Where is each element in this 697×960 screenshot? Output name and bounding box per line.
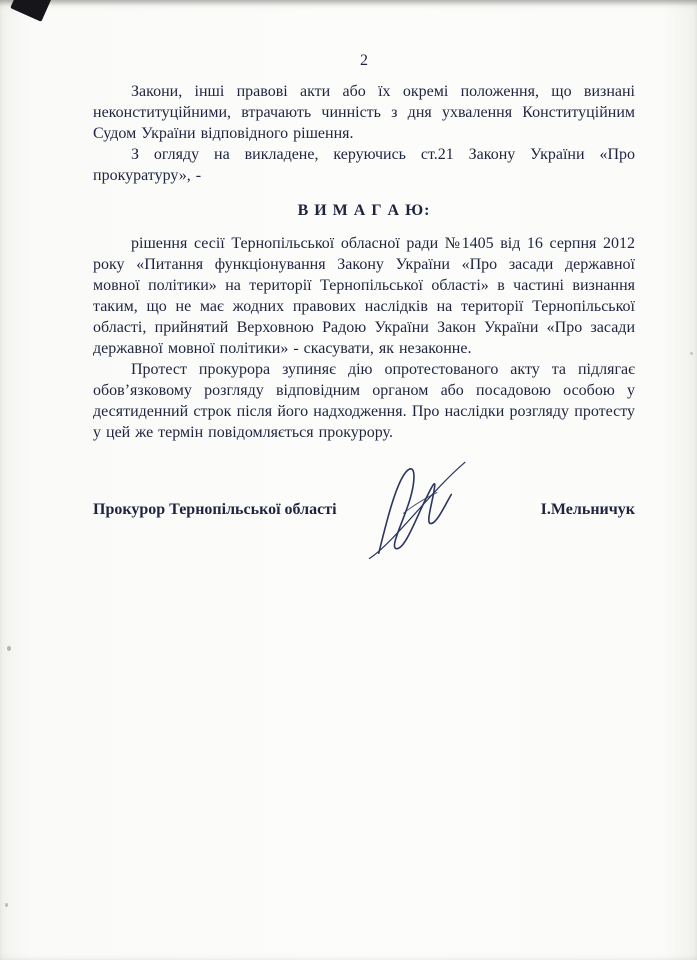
signature-block	[93, 475, 635, 585]
signer-name: І.Мельничук	[540, 501, 635, 518]
paragraph-legal-basis: З огляду на викладене, керуючись ст.21 Закону України «Про прокуратуру», -	[93, 146, 635, 184]
signer-title: Прокурор Тернопільської області	[93, 501, 337, 518]
scan-speckle	[7, 646, 11, 651]
paragraph-demand-decision: рішення сесії Тернопільської обласної ради №1405 від 16 серпня 2012 року «Питання функціонування Закону України «Про засади державної мовної політики» на території Тернопільської області» в частині визнання таким, що не має жодних правових наслідків на території Тернопільської області, прийнятий Верховною Радою України Закон України «Про засади державної мовної політики» - скасувати, як незаконне.	[93, 235, 635, 357]
scan-speckle	[690, 352, 693, 355]
scan-edge-shadow	[0, 0, 697, 6]
page-number: 2	[360, 52, 368, 69]
handwritten-signature	[349, 450, 492, 567]
paragraph-protest-effect: Протест прокурора зупиняє дію опротестованого акту та підлягає обов’язковому розгляду відповідним органом або посадовою особою у десятиденний строк після його надходження. Про наслідки розгляду протесту у цей же термін повідомляється прокурору.	[93, 361, 635, 441]
scan-speckle	[5, 903, 8, 907]
paragraph-laws-unconstitutional: Закони, інші правові акти або їх окремі положення, що визнані неконституційними, втрачають чинність з дня ухвалення Конституційним Судом України відповідного рішення.	[93, 83, 635, 142]
demand-heading: В И М А Г А Ю:	[297, 202, 431, 219]
scan-corner-mark	[10, 0, 52, 22]
document-body	[93, 50, 635, 585]
